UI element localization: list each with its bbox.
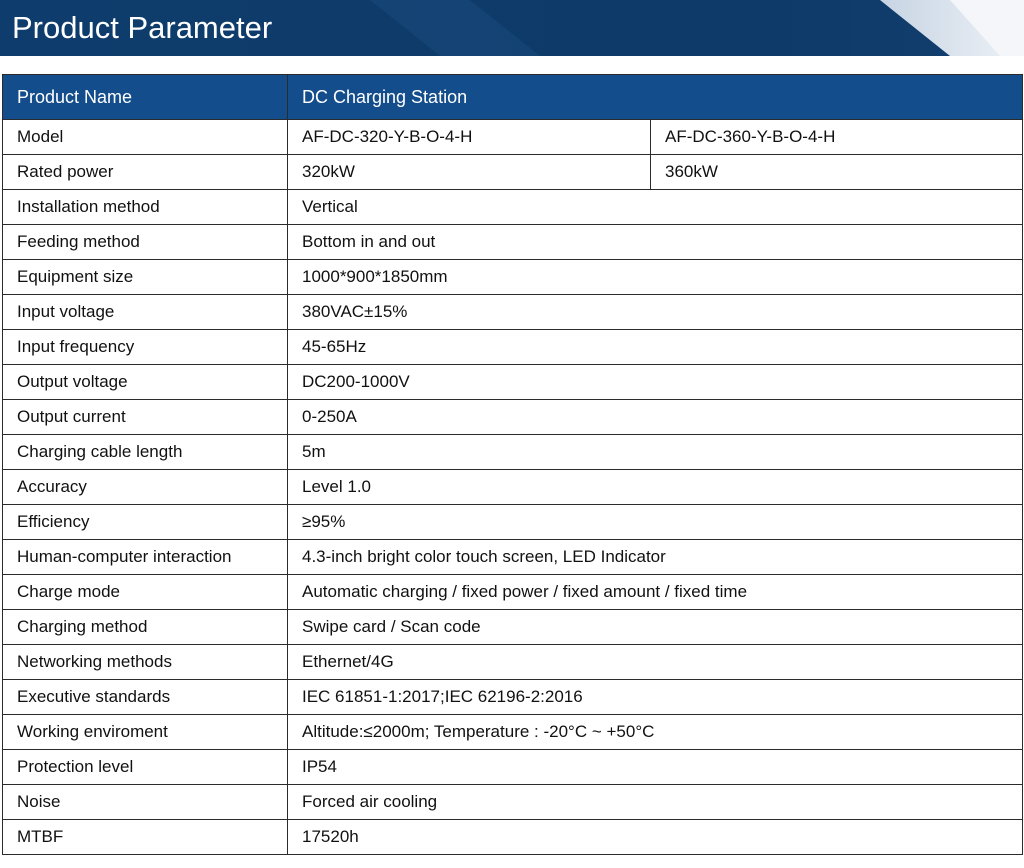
table-row <box>3 365 1023 400</box>
row-label: Noise <box>3 785 288 820</box>
row-label: Input voltage <box>3 295 288 330</box>
table-row <box>3 785 1023 820</box>
table-row <box>3 820 1023 855</box>
row-label: Executive standards <box>3 680 288 715</box>
row-value: 4.3-inch bright color touch screen, LED Indicator <box>288 540 1023 575</box>
table-header-row <box>3 75 1023 120</box>
rated-power-value-1: 320kW <box>288 155 651 190</box>
row-value: Forced air cooling <box>288 785 1023 820</box>
row-value: Ethernet/4G <box>288 645 1023 680</box>
row-label: MTBF <box>3 820 288 855</box>
table-row <box>3 610 1023 645</box>
row-value: Automatic charging / fixed power / fixed amount / fixed time <box>288 575 1023 610</box>
row-value: 17520h <box>288 820 1023 855</box>
table-row <box>3 645 1023 680</box>
model-value-1: AF-DC-320-Y-B-O-4-H <box>288 120 651 155</box>
row-value: 45-65Hz <box>288 330 1023 365</box>
table-row <box>3 575 1023 610</box>
table-row <box>3 505 1023 540</box>
rated-power-value-2: 360kW <box>651 155 1023 190</box>
row-value: 0-250A <box>288 400 1023 435</box>
header-value: DC Charging Station <box>288 75 1023 120</box>
row-label: Networking methods <box>3 645 288 680</box>
table-row-model <box>3 120 1023 155</box>
row-label: Accuracy <box>3 470 288 505</box>
row-value: 5m <box>288 435 1023 470</box>
row-label: Feeding method <box>3 225 288 260</box>
row-value: IEC 61851-1:2017;IEC 62196-2:2016 <box>288 680 1023 715</box>
row-value: 380VAC±15% <box>288 295 1023 330</box>
table-row <box>3 435 1023 470</box>
row-label: Rated power <box>3 155 288 190</box>
product-parameter-table <box>2 74 1023 855</box>
row-value: Level 1.0 <box>288 470 1023 505</box>
row-label: Installation method <box>3 190 288 225</box>
row-label: Efficiency <box>3 505 288 540</box>
row-label: Working enviroment <box>3 715 288 750</box>
row-value: Altitude:≤2000m; Temperature : -20°C ~ +50°C <box>288 715 1023 750</box>
model-value-2: AF-DC-360-Y-B-O-4-H <box>651 120 1023 155</box>
row-label: Charging method <box>3 610 288 645</box>
row-label: Charging cable length <box>3 435 288 470</box>
row-label: Protection level <box>3 750 288 785</box>
table-row <box>3 260 1023 295</box>
row-value: Swipe card / Scan code <box>288 610 1023 645</box>
row-value: DC200-1000V <box>288 365 1023 400</box>
row-label: Output voltage <box>3 365 288 400</box>
title-banner <box>0 0 1024 56</box>
row-value: IP54 <box>288 750 1023 785</box>
row-value: 1000*900*1850mm <box>288 260 1023 295</box>
table-row <box>3 715 1023 750</box>
table-row-rated-power <box>3 155 1023 190</box>
row-value: Vertical <box>288 190 1023 225</box>
row-label: Human-computer interaction <box>3 540 288 575</box>
table-row <box>3 400 1023 435</box>
table-row <box>3 190 1023 225</box>
table-row <box>3 750 1023 785</box>
table-row <box>3 330 1023 365</box>
table-row <box>3 295 1023 330</box>
row-label: Charge mode <box>3 575 288 610</box>
header-label: Product Name <box>3 75 288 120</box>
row-label: Input frequency <box>3 330 288 365</box>
row-value: Bottom in and out <box>288 225 1023 260</box>
row-label: Model <box>3 120 288 155</box>
table-row <box>3 540 1023 575</box>
table-row <box>3 470 1023 505</box>
row-value: ≥95% <box>288 505 1023 540</box>
row-label: Output current <box>3 400 288 435</box>
page-title: Product Parameter <box>12 10 273 45</box>
table-row <box>3 225 1023 260</box>
table-row <box>3 680 1023 715</box>
row-label: Equipment size <box>3 260 288 295</box>
